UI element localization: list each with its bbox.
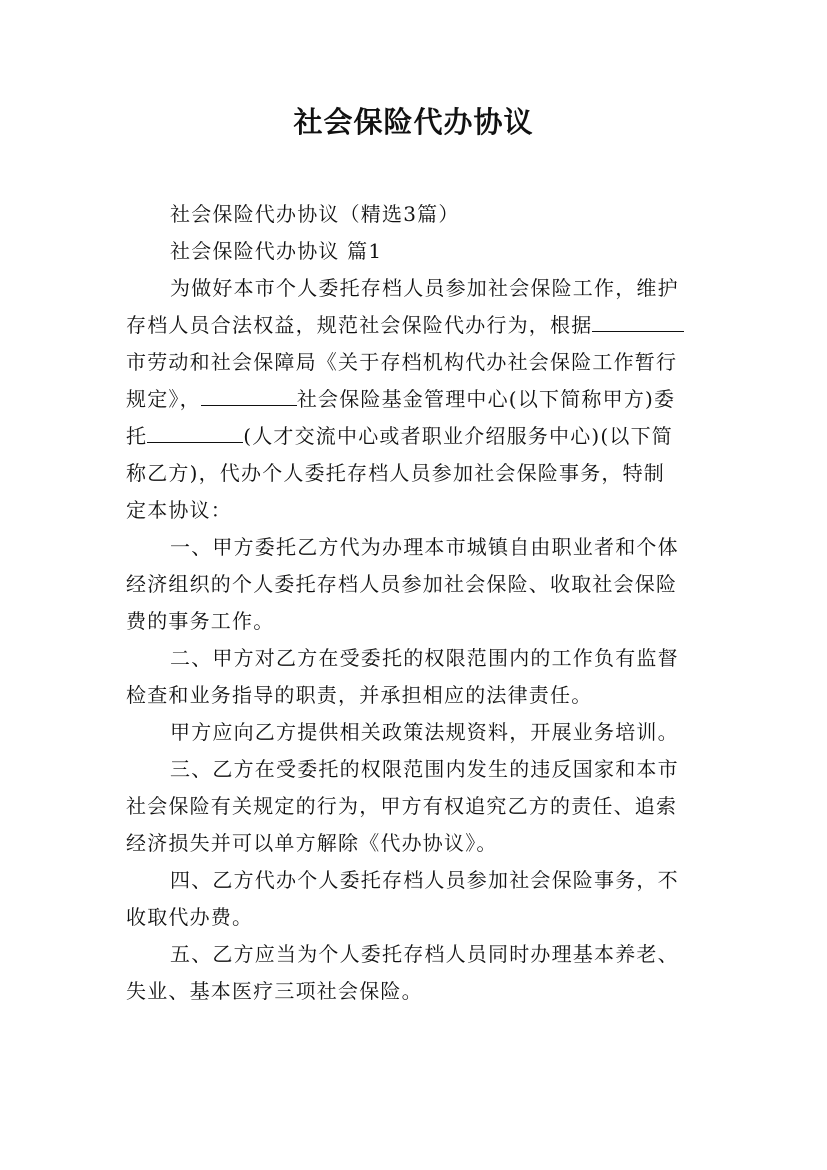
paragraph-line: 定本协议：	[126, 498, 232, 522]
paragraph-line	[126, 307, 704, 344]
clause-line: 检查和业务指导的职责，并承担相应的法律责任。	[126, 683, 593, 707]
clause-line: 失业、基本医疗三项社会保险。	[126, 979, 423, 1003]
fill-in-blank	[147, 420, 243, 443]
text-fragment: 存档人员合法权益，规范社会保险代办行为，根据	[126, 313, 593, 337]
clause-line: 一、甲方委托乙方代为办理本市城镇自由职业者和个体	[170, 535, 679, 559]
text-fragment: (人才交流中心或者职业介绍服务中心)(以下简	[243, 424, 674, 448]
fill-in-blank	[201, 383, 297, 406]
text-fragment: 托	[126, 424, 148, 448]
fill-in-blank	[592, 309, 684, 332]
subtitle-line: 社会保险代办协议（精选3篇）	[170, 202, 460, 226]
document-title: 社会保险代办协议	[293, 105, 534, 139]
paragraph-line	[126, 418, 704, 455]
text-fragment: 社会保险基金管理中心(以下简称甲方)委	[296, 387, 676, 411]
paragraph-line: 称乙方)，代办个人委托存档人员参加社会保险事务，特制	[126, 461, 666, 485]
paragraph-line	[126, 381, 704, 418]
clause-line: 收取代办费。	[126, 905, 254, 929]
clause-line: 社会保险有关规定的行为，甲方有权追究乙方的责任、追索	[126, 794, 678, 818]
paragraph-line: 为做好本市个人委托存档人员参加社会保险工作，维护	[170, 276, 679, 300]
clause-line: 经济组织的个人委托存档人员参加社会保险、收取社会保险	[126, 572, 678, 596]
clause-line: 甲方应向乙方提供相关政策法规资料，开展业务培训。	[170, 720, 679, 744]
text-fragment: 规定》，	[126, 387, 201, 411]
clause-line: 费的事务工作。	[126, 609, 275, 633]
document-body	[126, 196, 704, 1010]
clause-line: 四、乙方代办个人委托存档人员参加社会保险事务，不	[170, 868, 679, 892]
section-heading: 社会保险代办协议 篇1	[170, 239, 383, 263]
clause-line: 二、甲方对乙方在受委托的权限范围内的工作负有监督	[170, 646, 679, 670]
clause-line: 五、乙方应当为个人委托存档人员同时办理基本养老、	[170, 942, 679, 966]
clause-line: 经济损失并可以单方解除《代办协议》。	[126, 831, 498, 855]
paragraph-line: 市劳动和社会保障局《关于存档机构代办社会保险工作暂行	[126, 350, 678, 374]
clause-line: 三、乙方在受委托的权限范围内发生的违反国家和本市	[170, 757, 679, 781]
